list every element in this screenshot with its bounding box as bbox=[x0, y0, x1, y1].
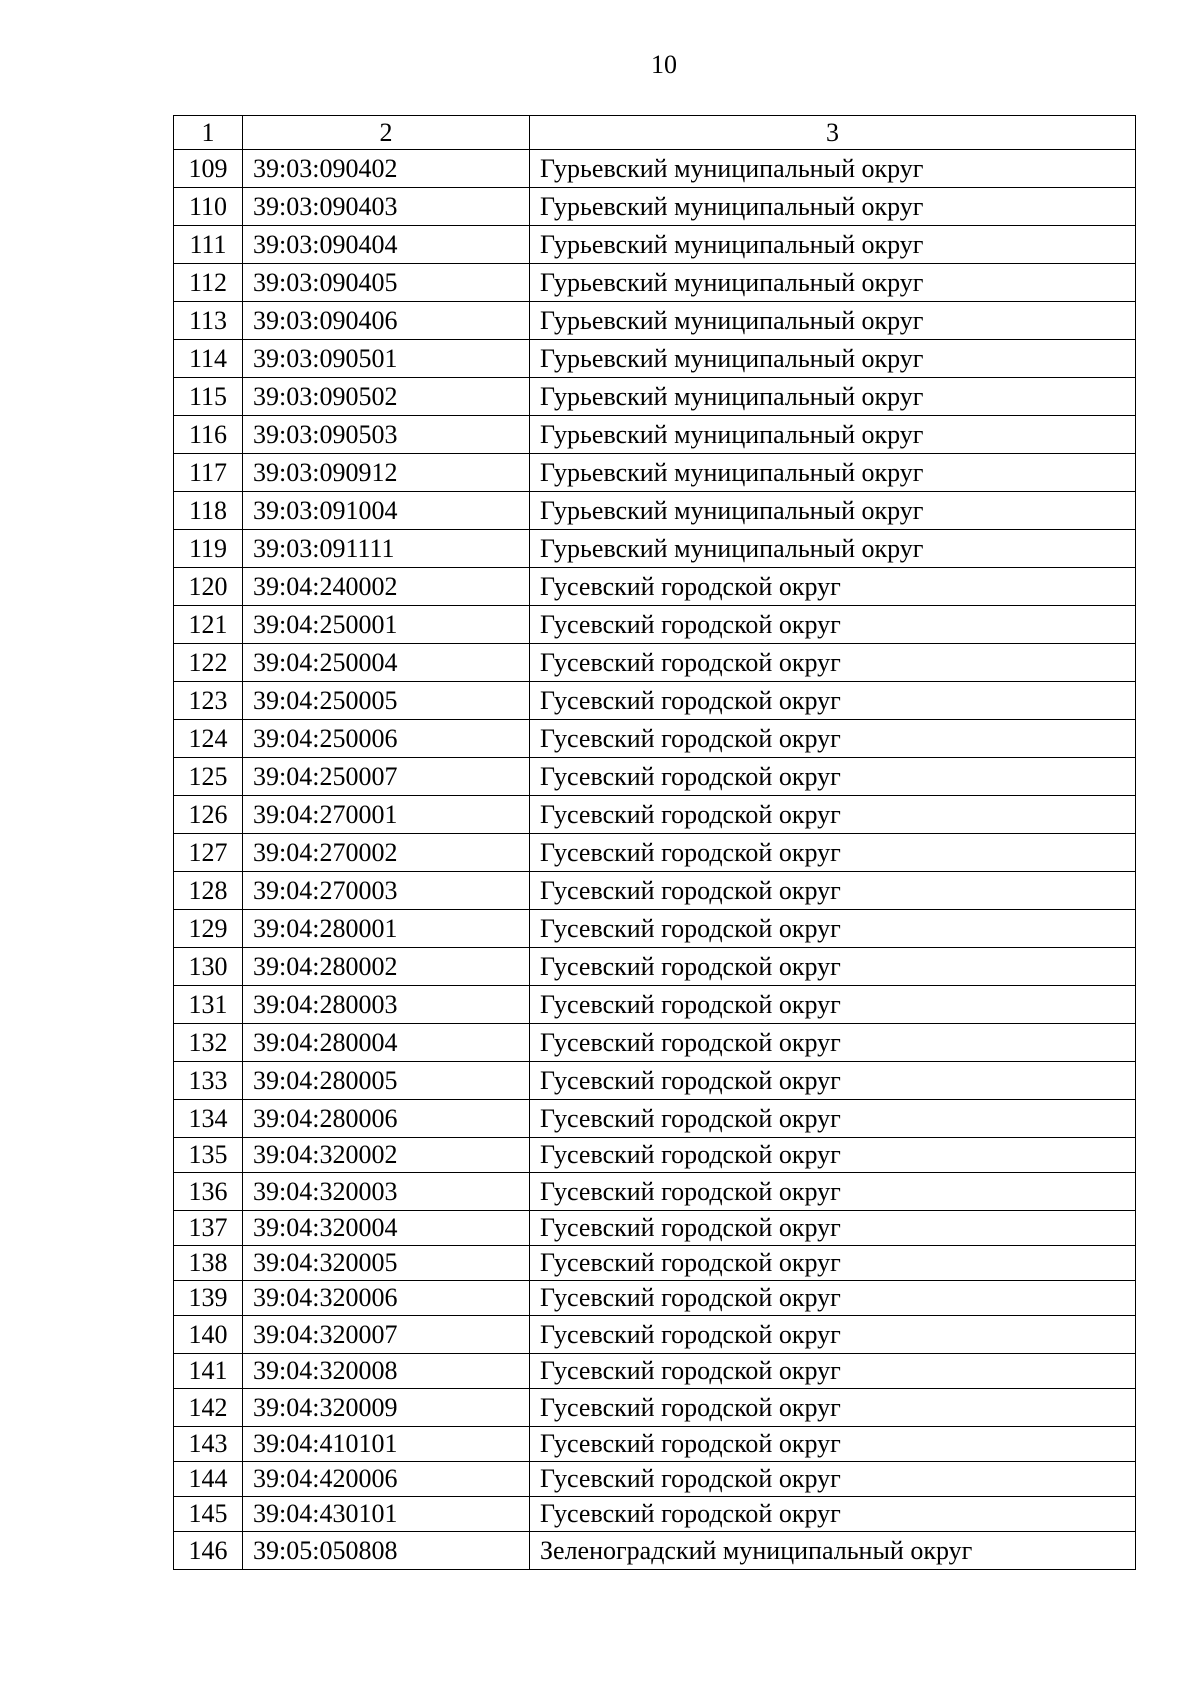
row-number-cell: 118 bbox=[174, 492, 243, 530]
table-row bbox=[174, 226, 1136, 264]
municipality-cell: Гусевский городской округ bbox=[530, 910, 1136, 948]
table-row bbox=[174, 986, 1136, 1024]
row-number-cell: 139 bbox=[174, 1281, 243, 1316]
table-row bbox=[174, 948, 1136, 986]
cadastral-code-cell: 39:03:090402 bbox=[243, 150, 530, 188]
municipality-cell: Гусевский городской округ bbox=[530, 986, 1136, 1024]
row-number-cell: 114 bbox=[174, 340, 243, 378]
municipality-cell: Гурьевский муниципальный округ bbox=[530, 454, 1136, 492]
municipality-cell: Гурьевский муниципальный округ bbox=[530, 530, 1136, 568]
cadastral-code-cell: 39:04:320008 bbox=[243, 1354, 530, 1389]
cadastral-code-cell: 39:03:090502 bbox=[243, 378, 530, 416]
row-number-cell: 133 bbox=[174, 1062, 243, 1100]
table-row bbox=[174, 682, 1136, 720]
row-number-cell: 146 bbox=[174, 1532, 243, 1570]
row-number-cell: 120 bbox=[174, 568, 243, 606]
row-number-cell: 128 bbox=[174, 872, 243, 910]
table-header-row bbox=[174, 116, 1136, 150]
municipality-cell: Гусевский городской округ bbox=[530, 834, 1136, 872]
row-number-cell: 144 bbox=[174, 1462, 243, 1497]
table-row bbox=[174, 1389, 1136, 1427]
row-number-cell: 110 bbox=[174, 188, 243, 226]
row-number-cell: 116 bbox=[174, 416, 243, 454]
cadastral-code-cell: 39:04:250006 bbox=[243, 720, 530, 758]
table-row bbox=[174, 1024, 1136, 1062]
row-number-cell: 137 bbox=[174, 1211, 243, 1246]
municipality-cell: Гусевский городской округ bbox=[530, 758, 1136, 796]
cadastral-code-cell: 39:04:320003 bbox=[243, 1173, 530, 1211]
municipality-cell: Гусевский городской округ bbox=[530, 644, 1136, 682]
table-row bbox=[174, 1316, 1136, 1354]
cadastral-code-cell: 39:04:270001 bbox=[243, 796, 530, 834]
cadastral-table bbox=[173, 115, 1136, 1570]
table-row bbox=[174, 530, 1136, 568]
row-number-cell: 126 bbox=[174, 796, 243, 834]
cadastral-code-cell: 39:04:320005 bbox=[243, 1246, 530, 1281]
table-row bbox=[174, 188, 1136, 226]
table-row bbox=[174, 606, 1136, 644]
row-number-cell: 132 bbox=[174, 1024, 243, 1062]
municipality-cell: Гусевский городской округ bbox=[530, 1211, 1136, 1246]
table-row bbox=[174, 378, 1136, 416]
cadastral-code-cell: 39:03:091111 bbox=[243, 530, 530, 568]
table-body bbox=[174, 150, 1136, 1570]
column-header-3: 3 bbox=[530, 116, 1136, 150]
cadastral-code-cell: 39:03:091004 bbox=[243, 492, 530, 530]
row-number-cell: 141 bbox=[174, 1354, 243, 1389]
row-number-cell: 121 bbox=[174, 606, 243, 644]
municipality-cell: Гусевский городской округ bbox=[530, 1497, 1136, 1532]
row-number-cell: 112 bbox=[174, 264, 243, 302]
municipality-cell: Гурьевский муниципальный округ bbox=[530, 188, 1136, 226]
table-row bbox=[174, 150, 1136, 188]
cadastral-code-cell: 39:04:320007 bbox=[243, 1316, 530, 1354]
cadastral-code-cell: 39:04:240002 bbox=[243, 568, 530, 606]
table-row bbox=[174, 1173, 1136, 1211]
cadastral-code-cell: 39:03:090501 bbox=[243, 340, 530, 378]
cadastral-code-cell: 39:04:250005 bbox=[243, 682, 530, 720]
cadastral-code-cell: 39:04:420006 bbox=[243, 1462, 530, 1497]
municipality-cell: Гусевский городской округ bbox=[530, 1100, 1136, 1138]
table-row bbox=[174, 1100, 1136, 1138]
table-row bbox=[174, 834, 1136, 872]
municipality-cell: Гусевский городской округ bbox=[530, 1462, 1136, 1497]
cadastral-code-cell: 39:04:280004 bbox=[243, 1024, 530, 1062]
municipality-cell: Гусевский городской округ bbox=[530, 1173, 1136, 1211]
row-number-cell: 134 bbox=[174, 1100, 243, 1138]
page-number-text: 10 bbox=[651, 50, 677, 79]
municipality-cell: Гусевский городской округ bbox=[530, 948, 1136, 986]
municipality-cell: Гусевский городской округ bbox=[530, 1024, 1136, 1062]
row-number-cell: 122 bbox=[174, 644, 243, 682]
table-row bbox=[174, 1427, 1136, 1462]
table-row bbox=[174, 264, 1136, 302]
table-row bbox=[174, 796, 1136, 834]
municipality-cell: Гурьевский муниципальный округ bbox=[530, 264, 1136, 302]
row-number-cell: 142 bbox=[174, 1389, 243, 1427]
row-number-cell: 143 bbox=[174, 1427, 243, 1462]
table-row bbox=[174, 720, 1136, 758]
table-row bbox=[174, 1281, 1136, 1316]
cadastral-code-cell: 39:04:320004 bbox=[243, 1211, 530, 1246]
table-row bbox=[174, 492, 1136, 530]
row-number-cell: 109 bbox=[174, 150, 243, 188]
municipality-cell: Гусевский городской округ bbox=[530, 720, 1136, 758]
municipality-cell: Гурьевский муниципальный округ bbox=[530, 340, 1136, 378]
municipality-cell: Гусевский городской округ bbox=[530, 1138, 1136, 1173]
table-row bbox=[174, 302, 1136, 340]
cadastral-code-cell: 39:04:250007 bbox=[243, 758, 530, 796]
row-number-cell: 130 bbox=[174, 948, 243, 986]
cadastral-code-cell: 39:04:270003 bbox=[243, 872, 530, 910]
row-number-cell: 111 bbox=[174, 226, 243, 264]
cadastral-code-cell: 39:04:280001 bbox=[243, 910, 530, 948]
municipality-cell: Гурьевский муниципальный округ bbox=[530, 150, 1136, 188]
row-number-cell: 115 bbox=[174, 378, 243, 416]
municipality-cell: Гурьевский муниципальный округ bbox=[530, 492, 1136, 530]
cadastral-code-cell: 39:03:090503 bbox=[243, 416, 530, 454]
municipality-cell: Гусевский городской округ bbox=[530, 1427, 1136, 1462]
table-row bbox=[174, 910, 1136, 948]
table-row bbox=[174, 758, 1136, 796]
table-row bbox=[174, 872, 1136, 910]
cadastral-code-cell: 39:04:270002 bbox=[243, 834, 530, 872]
table-row bbox=[174, 1532, 1136, 1570]
table-row bbox=[174, 454, 1136, 492]
municipality-cell: Гусевский городской округ bbox=[530, 606, 1136, 644]
municipality-cell: Гусевский городской округ bbox=[530, 796, 1136, 834]
cadastral-code-cell: 39:04:320009 bbox=[243, 1389, 530, 1427]
cadastral-code-cell: 39:03:090403 bbox=[243, 188, 530, 226]
row-number-cell: 117 bbox=[174, 454, 243, 492]
table-row bbox=[174, 644, 1136, 682]
table-row bbox=[174, 1497, 1136, 1532]
municipality-cell: Гусевский городской округ bbox=[530, 568, 1136, 606]
municipality-cell: Гусевский городской округ bbox=[530, 1281, 1136, 1316]
cadastral-code-cell: 39:03:090912 bbox=[243, 454, 530, 492]
municipality-cell: Гурьевский муниципальный округ bbox=[530, 302, 1136, 340]
municipality-cell: Гусевский городской округ bbox=[530, 682, 1136, 720]
cadastral-code-cell: 39:04:320002 bbox=[243, 1138, 530, 1173]
table-row bbox=[174, 340, 1136, 378]
row-number-cell: 136 bbox=[174, 1173, 243, 1211]
table-row bbox=[174, 1138, 1136, 1173]
municipality-cell: Гусевский городской округ bbox=[530, 1389, 1136, 1427]
column-header-1: 1 bbox=[174, 116, 243, 150]
row-number-cell: 119 bbox=[174, 530, 243, 568]
cadastral-code-cell: 39:04:430101 bbox=[243, 1497, 530, 1532]
municipality-cell: Гусевский городской округ bbox=[530, 1062, 1136, 1100]
cadastral-code-cell: 39:04:280003 bbox=[243, 986, 530, 1024]
row-number-cell: 113 bbox=[174, 302, 243, 340]
municipality-cell: Гусевский городской округ bbox=[530, 1316, 1136, 1354]
row-number-cell: 135 bbox=[174, 1138, 243, 1173]
cadastral-code-cell: 39:03:090406 bbox=[243, 302, 530, 340]
row-number-cell: 123 bbox=[174, 682, 243, 720]
municipality-cell: Гурьевский муниципальный округ bbox=[530, 226, 1136, 264]
table-row bbox=[174, 568, 1136, 606]
table-row bbox=[174, 1462, 1136, 1497]
municipality-cell: Гурьевский муниципальный округ bbox=[530, 416, 1136, 454]
table-row bbox=[174, 1246, 1136, 1281]
municipality-cell: Зеленоградский муниципальный округ bbox=[530, 1532, 1136, 1570]
row-number-cell: 138 bbox=[174, 1246, 243, 1281]
row-number-cell: 127 bbox=[174, 834, 243, 872]
cadastral-code-cell: 39:03:090404 bbox=[243, 226, 530, 264]
cadastral-code-cell: 39:04:250001 bbox=[243, 606, 530, 644]
cadastral-code-cell: 39:04:280002 bbox=[243, 948, 530, 986]
table-row bbox=[174, 416, 1136, 454]
cadastral-code-cell: 39:03:090405 bbox=[243, 264, 530, 302]
row-number-cell: 131 bbox=[174, 986, 243, 1024]
row-number-cell: 145 bbox=[174, 1497, 243, 1532]
row-number-cell: 140 bbox=[174, 1316, 243, 1354]
cadastral-code-cell: 39:05:050808 bbox=[243, 1532, 530, 1570]
row-number-cell: 124 bbox=[174, 720, 243, 758]
row-number-cell: 129 bbox=[174, 910, 243, 948]
municipality-cell: Гурьевский муниципальный округ bbox=[530, 378, 1136, 416]
cadastral-code-cell: 39:04:410101 bbox=[243, 1427, 530, 1462]
cadastral-code-cell: 39:04:280005 bbox=[243, 1062, 530, 1100]
municipality-cell: Гусевский городской округ bbox=[530, 1246, 1136, 1281]
column-header-2: 2 bbox=[243, 116, 530, 150]
cadastral-code-cell: 39:04:320006 bbox=[243, 1281, 530, 1316]
municipality-cell: Гусевский городской округ bbox=[530, 1354, 1136, 1389]
table-row bbox=[174, 1354, 1136, 1389]
row-number-cell: 125 bbox=[174, 758, 243, 796]
municipality-cell: Гусевский городской округ bbox=[530, 872, 1136, 910]
table-row bbox=[174, 1062, 1136, 1100]
cadastral-code-cell: 39:04:280006 bbox=[243, 1100, 530, 1138]
table-row bbox=[174, 1211, 1136, 1246]
cadastral-code-cell: 39:04:250004 bbox=[243, 644, 530, 682]
